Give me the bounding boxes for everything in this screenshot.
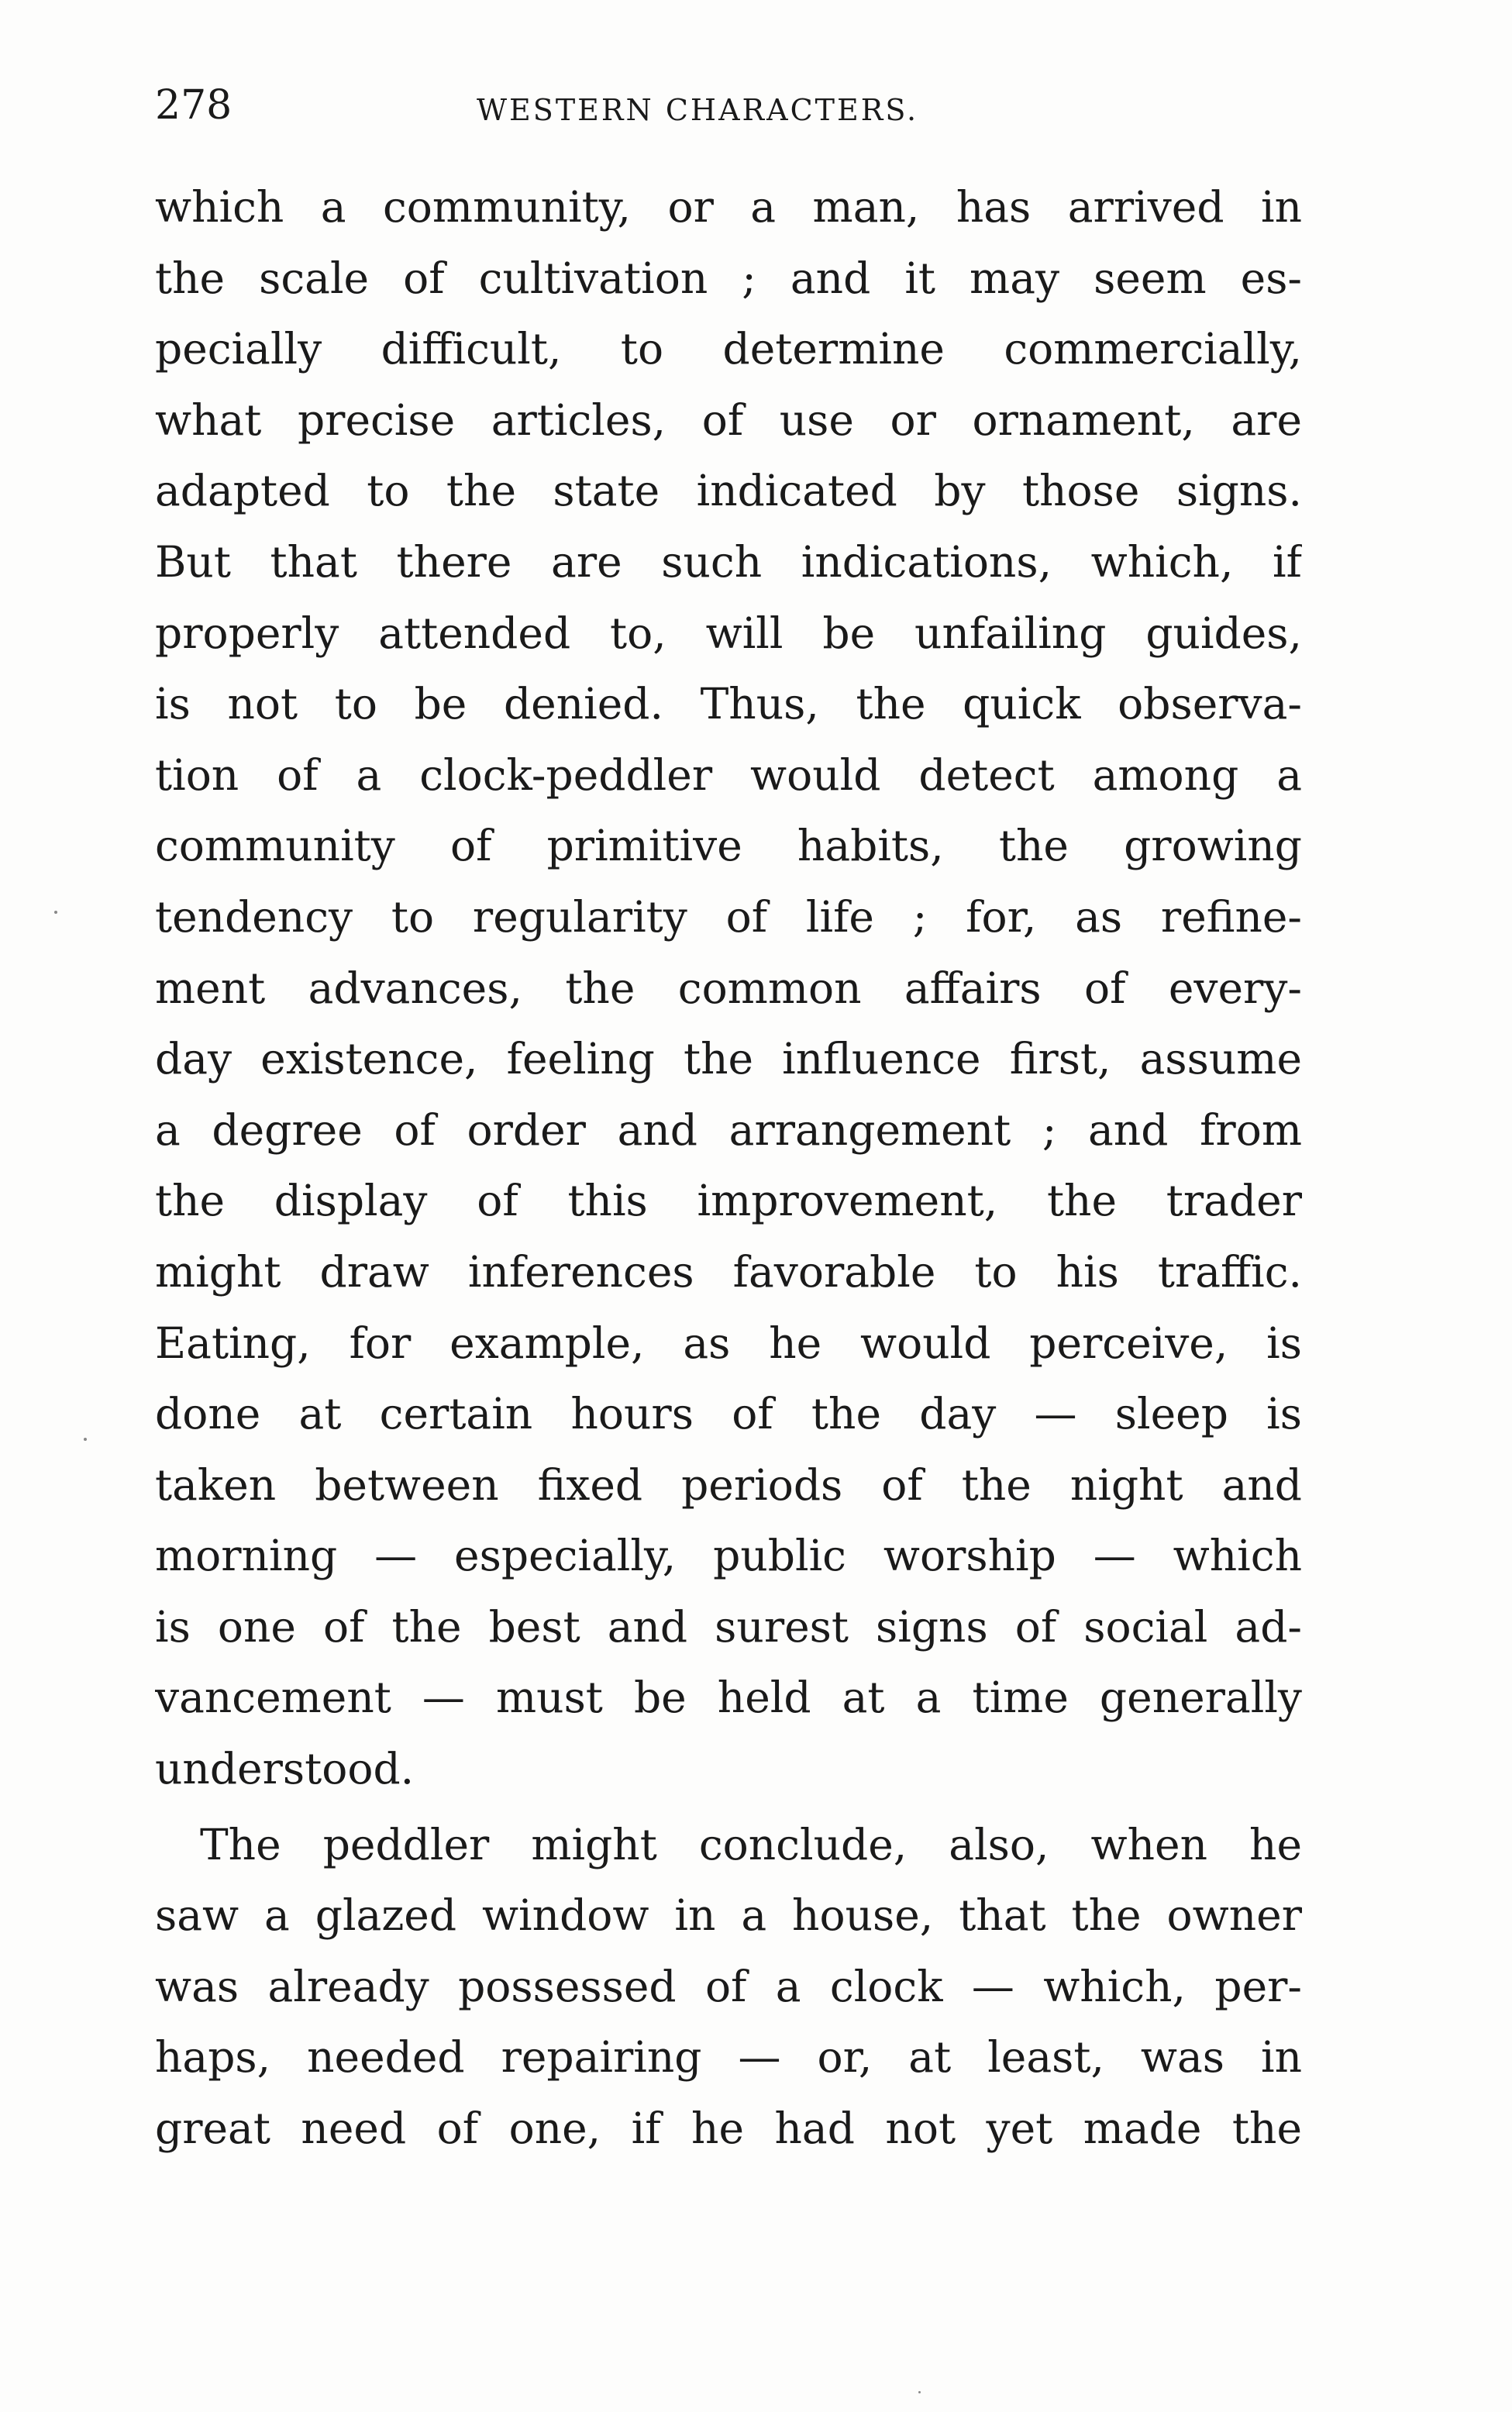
text-line: is not to be denied. Thus, the quick observa- bbox=[155, 679, 1302, 729]
text-line: the display of this improvement, the trader bbox=[155, 1176, 1302, 1226]
text-line: The peddler might conclude, also, when he bbox=[200, 1819, 1302, 1869]
text-line: pecially difficult, to determine commercially, bbox=[155, 324, 1302, 374]
text-line: what precise articles, of use or ornament, are bbox=[155, 395, 1302, 445]
text-line: done at certain hours of the day — sleep is bbox=[155, 1389, 1302, 1439]
paper-speck bbox=[918, 2391, 921, 2393]
text-line: adapted to the state indicated by those signs. bbox=[155, 466, 1302, 516]
running-head: WESTERN CHARACTERS. bbox=[477, 93, 919, 127]
text-line: might draw inferences favorable to his traffic. bbox=[155, 1246, 1302, 1297]
text-line: tendency to regularity of life ; for, as refine- bbox=[155, 891, 1302, 942]
text-line: ment advances, the common affairs of every- bbox=[155, 963, 1302, 1013]
paragraph-1 bbox=[155, 172, 1302, 1805]
text-line: which a community, or a man, has arrived in bbox=[155, 182, 1302, 232]
text-line: saw a glazed window in a house, that the owner bbox=[155, 1890, 1302, 1941]
text-line: day existence, feeling the influence first, assume bbox=[155, 1034, 1302, 1084]
page-header bbox=[155, 74, 1302, 136]
body-text bbox=[155, 172, 1302, 2165]
text-line: Eating, for example, as he would perceive, is bbox=[155, 1318, 1302, 1368]
text-line: community of primitive habits, the growing bbox=[155, 821, 1302, 871]
paragraph-2 bbox=[155, 1810, 1302, 2165]
paper-speck bbox=[84, 1438, 87, 1441]
text-line: understood. bbox=[155, 1744, 415, 1794]
text-line: was already possessed of a clock — which, per- bbox=[155, 1961, 1302, 2011]
text-line: great need of one, if he had not yet made the bbox=[155, 2104, 1302, 2154]
text-line: is one of the best and surest signs of social ad- bbox=[155, 1601, 1302, 1652]
text-line: taken between fixed periods of the night and bbox=[155, 1459, 1302, 1510]
text-line: a degree of order and arrangement ; and from bbox=[155, 1104, 1302, 1155]
text-line: morning — especially, public worship — which bbox=[155, 1531, 1302, 1581]
paper-speck bbox=[54, 911, 57, 914]
text-line: properly attended to, will be unfailing guides, bbox=[155, 608, 1302, 658]
text-line: vancement — must be held at a time generally bbox=[155, 1673, 1302, 1723]
page-number: 278 bbox=[155, 82, 232, 129]
text-line: tion of a clock-peddler would detect among a bbox=[155, 749, 1302, 800]
text-line: the scale of cultivation ; and it may seem es- bbox=[155, 253, 1302, 303]
text-line: But that there are such indications, which, if bbox=[155, 536, 1302, 587]
text-line: haps, needed repairing — or, at least, was in bbox=[155, 2032, 1302, 2083]
